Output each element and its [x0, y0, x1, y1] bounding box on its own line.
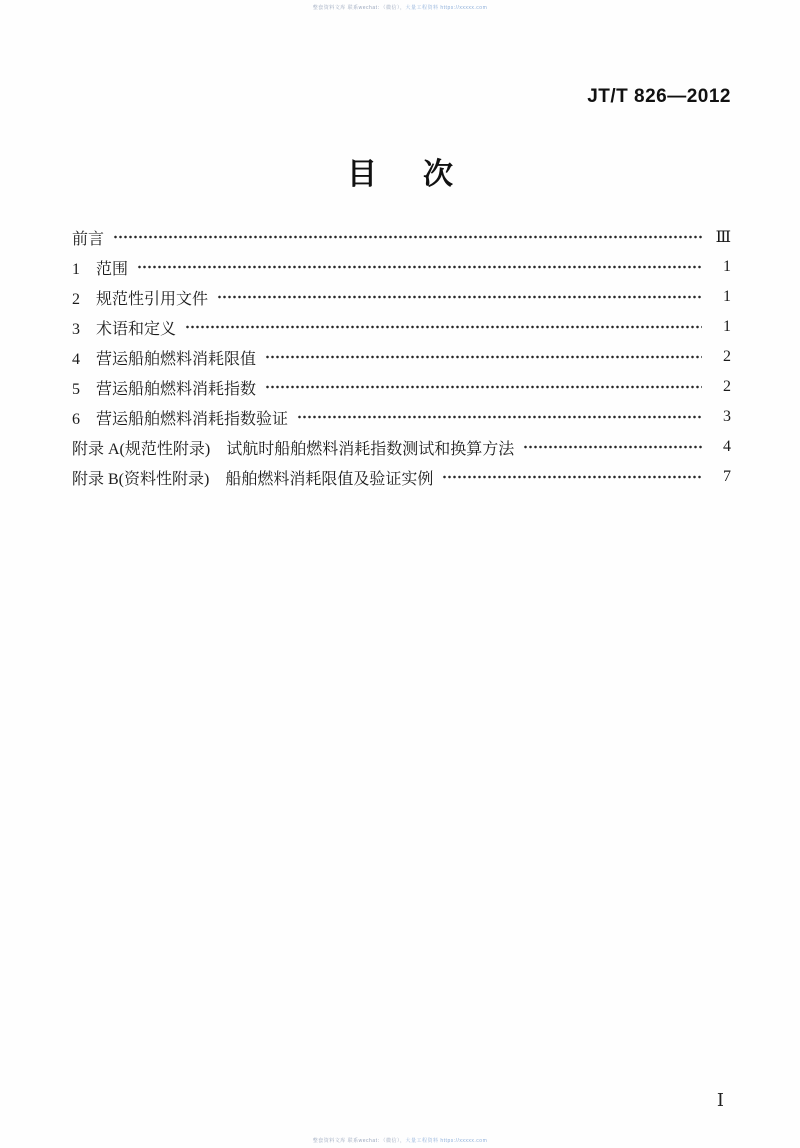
toc-entry: [72, 462, 731, 492]
dot-leader: [265, 381, 702, 393]
dot-leader: [185, 321, 702, 333]
dot-leader: [265, 351, 702, 363]
toc-entry-label: 3 术语和定义: [72, 320, 177, 338]
toc-entry: [72, 282, 731, 312]
toc-entry: [72, 312, 731, 342]
toc-entry: [72, 252, 731, 282]
toc-entry-page-number: 1: [723, 318, 731, 335]
toc-entry-label: 附录 A(规范性附录) 试航时船舶燃料消耗指数测试和换算方法: [72, 440, 515, 458]
toc-entry-page-number: 1: [723, 288, 731, 305]
watermark-bottom: [0, 1137, 800, 1144]
watermark-bottom-text: 整套资料文库 联系wechat：（微信），: [312, 1138, 406, 1144]
dot-leader: [523, 441, 702, 453]
dot-leader: [297, 411, 702, 423]
toc-entry: [72, 402, 731, 432]
table-of-contents: [72, 222, 731, 492]
toc-entry-page-number: 4: [723, 438, 731, 455]
toc-entry-label: 附录 B(资料性附录) 船舶燃料消耗限值及验证实例: [72, 470, 434, 488]
toc-entry-page-number: 2: [723, 378, 731, 395]
toc-entry-label: 5 营运船舶燃料消耗指数: [72, 380, 257, 398]
toc-entry-label: 前言: [72, 230, 105, 248]
toc-entry-page-number: 3: [723, 408, 731, 425]
watermark-top-link: 大量工程资料 https://xxxxx.com: [405, 5, 488, 11]
toc-entry-label: 2 规范性引用文件: [72, 290, 209, 308]
toc-entry: [72, 432, 731, 462]
toc-entry-page-number: Ⅲ: [715, 229, 731, 246]
page-title: 目 次: [347, 158, 461, 191]
toc-entry-page-number: 2: [723, 348, 731, 365]
toc-entry: [72, 222, 731, 252]
toc-entry-page-number: 7: [723, 468, 731, 485]
page-number: Ⅰ: [716, 1090, 724, 1110]
toc-entry: [72, 372, 731, 402]
standard-number: JT/T 826—2012: [587, 86, 731, 107]
toc-entry-label: 1 范围: [72, 260, 129, 278]
toc-entry-label: 6 营运船舶燃料消耗指数验证: [72, 410, 289, 428]
dot-leader: [137, 261, 702, 273]
dot-leader: [442, 471, 702, 483]
dot-leader: [113, 231, 702, 243]
watermark-top-text: 整套资料文库 联系wechat：（微信），: [312, 5, 406, 11]
watermark-top: [0, 4, 800, 11]
toc-entry-page-number: 1: [723, 258, 731, 275]
watermark-bottom-link: 大量工程资料 https://xxxxx.com: [405, 1138, 488, 1144]
toc-entry: [72, 342, 731, 372]
toc-entry-label: 4 营运船舶燃料消耗限值: [72, 350, 257, 368]
dot-leader: [217, 291, 702, 303]
